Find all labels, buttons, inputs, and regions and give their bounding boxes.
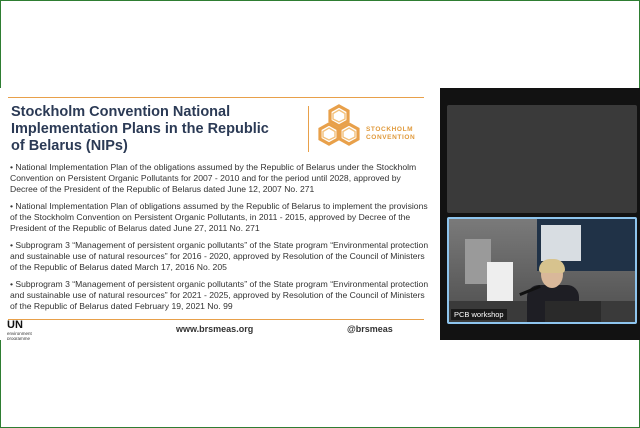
participants-video-panel [440,88,640,340]
presentation-slide [0,88,440,340]
logo-wordmark [366,126,415,142]
un-environment-logo [7,319,47,340]
logo-wordmark-line1: STOCKHOLM [366,126,414,133]
un-logo-title: UN [7,319,23,331]
logo-divider [308,106,309,152]
participant-name-label: PCB workshop [451,309,507,320]
footer-website: www.brsmeas.org [176,324,254,334]
video-projection [541,225,581,261]
un-logo-sub2: programme [7,336,31,340]
video-tile-empty[interactable] [447,105,637,213]
speaker-hair [539,259,565,273]
bullet-item: • National Implementation Plan of the obligations assumed by the Republic of Belarus under the Stockholm Convention on Persistent Organic Pollutants for 2007 - 2010 and for the period until 2028, approved by Decree of the President of the Republic of Belarus dated June 12, 2007 No. 271 [10,162,417,194]
slide-top-rule [8,97,424,98]
video-flipchart [487,262,513,302]
slide-title: Stockholm Convention National Implementation Plans in the Republic of Belarus (NIPs) [11,104,269,154]
bullet-item: • Subprogram 3 “Management of persistent organic pollutants” of the State program “Environmental protection and sustainable use of natural resources” for 2016 - 2020, approved by Resolution of the Council of Ministers of the Republic of Belarus dated March 17, 2016 No. 205 [10,240,429,272]
un-logo-sub1: environment [7,331,32,336]
logo-wordmark-line2: CONVENTION [366,134,416,141]
footer-social-handle: @brsmeas [347,324,393,334]
bullet-item: • Subprogram 3 “Management of persistent organic pollutants” of the State program “Environmental protection and sustainable use of natural resources” for 2021 - 2025, approved by Resolution of the Council of Ministers of the Republic of Belarus dated February 19, 2021 No. 99 [10,279,429,311]
bullet-item: • National Implementation Plan of obligations assumed by the Republic of Belarus to implement the provisions of the Stockholm Convention on Persistent Organic Pollutants, in 2011 - 2015, approved by Decree of the President of the Republic of Belarus dated June 27, 2011 No. 271 [10,201,428,233]
video-tile-active-speaker[interactable] [447,217,637,324]
slide-bottom-rule [8,319,424,320]
stockholm-convention-logo-icon [314,102,364,152]
laptop [545,301,601,323]
bullet-list [10,162,430,318]
